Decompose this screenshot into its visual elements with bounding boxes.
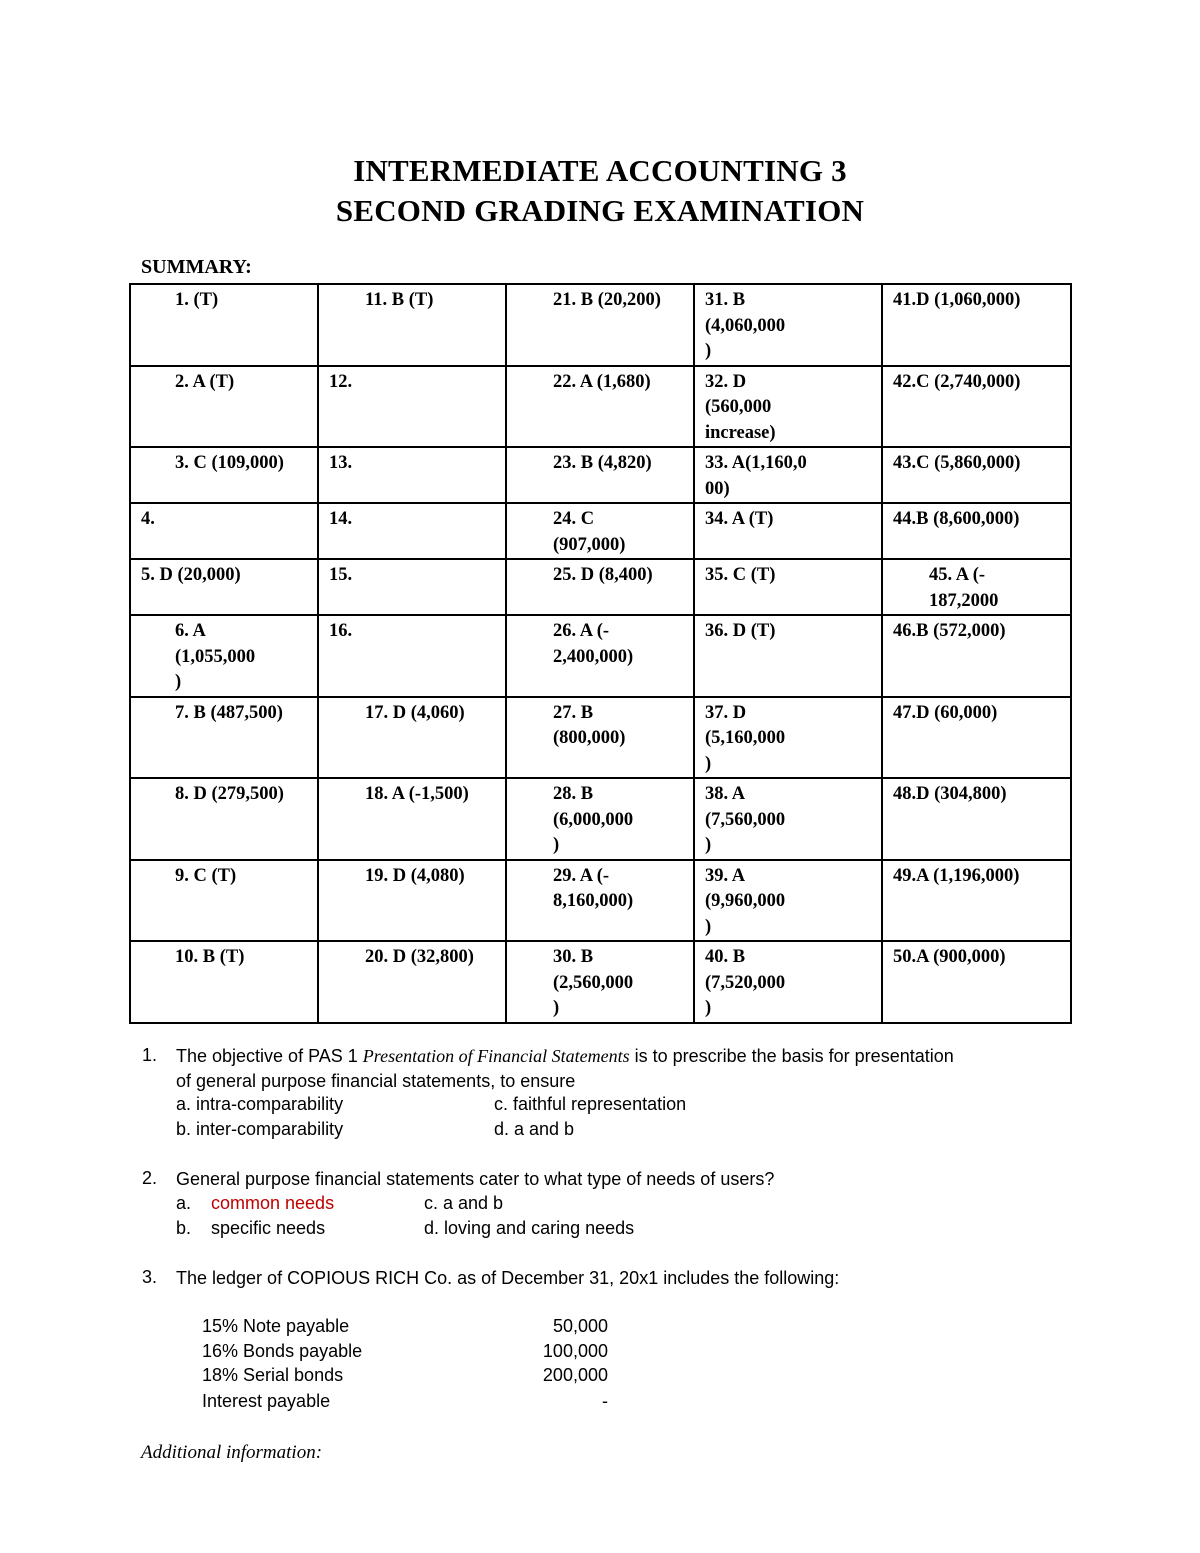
answer-text: 27. B (800,000) — [553, 702, 626, 748]
answer-cell — [882, 503, 1071, 559]
answer-text: 30. B (2,560,000 ) — [553, 947, 634, 1018]
question-2-number: 2. — [142, 1168, 158, 1188]
answer-row — [130, 366, 1071, 448]
answer-text: 42.C (2,740,000) — [893, 371, 1021, 392]
question-1-option-c: c. faithful representation — [494, 1094, 687, 1114]
answer-text: 37. D (5,160,000 ) — [705, 702, 786, 774]
answer-cell — [694, 284, 882, 366]
answer-text: 34. A (T) — [705, 509, 774, 529]
answer-cell — [130, 366, 318, 448]
question-1-number: 1. — [142, 1045, 158, 1065]
answer-cell — [318, 559, 506, 615]
ledger-item: 16% Bonds payable — [202, 1341, 363, 1361]
question-2-option-b-letter: b. — [176, 1218, 192, 1238]
answer-cell — [694, 860, 882, 942]
exam-title-line1: INTERMEDIATE ACCOUNTING 3 — [353, 153, 847, 188]
answer-cell — [882, 697, 1071, 779]
answer-cell — [882, 559, 1071, 615]
answer-cell — [506, 697, 694, 779]
answer-cell — [318, 860, 506, 942]
answer-text: 12. — [329, 371, 353, 392]
answer-cell — [506, 447, 694, 503]
answer-cell — [694, 559, 882, 615]
answer-cell — [506, 860, 694, 942]
answer-row — [130, 447, 1071, 503]
answer-row — [130, 941, 1071, 1023]
answer-text: 4. — [141, 509, 155, 529]
answer-text: 14. — [329, 509, 353, 529]
answer-text: 11. B (T) — [365, 290, 434, 310]
answer-text: 32. D (560,000 increase) — [705, 371, 776, 443]
answer-cell — [882, 778, 1071, 860]
answer-cell — [318, 778, 506, 860]
answer-cell — [130, 447, 318, 503]
answer-row — [130, 697, 1071, 779]
answer-cell — [506, 366, 694, 448]
answer-cell — [506, 559, 694, 615]
question-1-text-c: of general purpose financial statements, to ensure — [176, 1070, 576, 1091]
additional-information-label: Additional information: — [141, 1442, 323, 1463]
answer-text: 21. B (20,200) — [553, 290, 661, 310]
answer-cell — [318, 697, 506, 779]
question-1-text-b: is to prescribe the basis for presentation — [629, 1046, 954, 1066]
question-3-number: 3. — [142, 1267, 158, 1287]
answer-cell — [130, 860, 318, 942]
answer-text: 43.C (5,860,000) — [893, 453, 1021, 473]
answer-text: 33. A(1,160,0 00) — [705, 453, 807, 499]
question-1-option-a: a. intra-comparability — [176, 1094, 344, 1114]
answer-text: 26. A (- 2,400,000) — [553, 621, 634, 667]
answer-text: 29. A (- 8,160,000) — [553, 865, 634, 911]
answer-text: 10. B (T) — [175, 947, 245, 967]
question-1-text-a: The objective of PAS 1 — [176, 1046, 363, 1066]
question-1-option-b: b. inter-comparability — [176, 1119, 344, 1139]
answer-row — [130, 284, 1071, 366]
answer-text: 18. A (-1,500) — [365, 784, 469, 804]
summary-label: SUMMARY: — [141, 256, 252, 278]
answer-text: 16. — [329, 621, 353, 641]
answer-cell — [130, 778, 318, 860]
ledger-item: 18% Serial bonds — [202, 1365, 344, 1385]
answer-cell — [694, 447, 882, 503]
answer-cell — [506, 284, 694, 366]
answer-cell — [882, 860, 1071, 942]
answer-cell — [506, 503, 694, 559]
answer-cell — [130, 284, 318, 366]
answer-text: 8. D (279,500) — [175, 784, 284, 804]
ledger-amount: 50,000 — [552, 1316, 608, 1336]
answer-cell — [130, 941, 318, 1023]
answer-text: 2. A (T) — [175, 371, 235, 392]
answer-cell — [694, 778, 882, 860]
answer-row — [130, 778, 1071, 860]
answer-text: 49.A (1,196,000) — [893, 865, 1020, 886]
answer-text: 35. C (T) — [705, 565, 776, 585]
answer-cell — [882, 941, 1071, 1023]
answer-text: 7. B (487,500) — [175, 702, 283, 723]
answer-text: 13. — [329, 453, 353, 473]
question-3-text: The ledger of COPIOUS RICH Co. as of December 31, 20x1 includes the following: — [176, 1268, 840, 1288]
exam-title-line2: SECOND GRADING EXAMINATION — [335, 193, 865, 228]
answer-text: 22. A (1,680) — [553, 371, 651, 392]
answer-text: 38. A (7,560,000 ) — [705, 784, 786, 855]
answer-cell — [694, 615, 882, 697]
question-2-option-d: d. loving and caring needs — [424, 1218, 635, 1238]
answer-text: 5. D (20,000) — [141, 565, 241, 585]
answer-cell — [130, 615, 318, 697]
answer-row — [130, 615, 1071, 697]
answer-text: 44.B (8,600,000) — [893, 509, 1020, 529]
answer-text: 3. C (109,000) — [175, 453, 284, 473]
question-1-text — [176, 1044, 1076, 1093]
question-1-italic-title: Presentation of Financial Statements — [362, 1046, 630, 1066]
answer-text: 46.B (572,000) — [893, 621, 1006, 641]
answer-cell — [130, 697, 318, 779]
answer-text: 17. D (4,060) — [365, 702, 465, 723]
answer-cell — [318, 941, 506, 1023]
answer-text: 6. A (1,055,000 ) — [175, 621, 256, 692]
answer-row — [130, 559, 1071, 615]
answer-text: 1. (T) — [175, 290, 219, 310]
answer-row — [130, 860, 1071, 942]
answer-cell — [318, 447, 506, 503]
answer-cell — [318, 615, 506, 697]
answer-text: 25. D (8,400) — [553, 565, 653, 585]
answer-cell — [130, 503, 318, 559]
answer-cell — [506, 941, 694, 1023]
ledger-amount: - — [602, 1391, 608, 1411]
question-2-option-b: specific needs — [211, 1218, 326, 1238]
answer-cell — [694, 697, 882, 779]
question-2-option-c: c. a and b — [424, 1193, 504, 1213]
answer-text: 50.A (900,000) — [893, 947, 1006, 967]
answer-text: 47.D (60,000) — [893, 702, 998, 723]
answer-text: 41.D (1,060,000) — [893, 290, 1021, 310]
answer-cell — [130, 559, 318, 615]
answer-text: 36. D (T) — [705, 621, 776, 641]
answer-text: 15. — [329, 565, 353, 585]
question-2-option-a-letter: a. — [176, 1193, 192, 1213]
answer-text: 19. D (4,080) — [365, 865, 465, 886]
ledger-item: Interest payable — [202, 1391, 331, 1411]
answer-cell — [318, 366, 506, 448]
answer-cell — [694, 366, 882, 448]
answer-text: 24. C (907,000) — [553, 509, 626, 555]
question-2-option-a: common needs — [211, 1193, 335, 1213]
answer-summary-table — [129, 283, 1072, 1024]
answer-cell — [318, 284, 506, 366]
answer-cell — [882, 615, 1071, 697]
question-1-option-d: d. a and b — [494, 1119, 575, 1139]
ledger-item: 15% Note payable — [202, 1316, 350, 1336]
answer-text: 40. B (7,520,000 ) — [705, 947, 786, 1018]
answer-text: 23. B (4,820) — [553, 453, 652, 473]
ledger-amount: 100,000 — [542, 1341, 608, 1361]
answer-text: 28. B (6,000,000 ) — [553, 784, 634, 855]
answer-text: 45. A (- 187,2000 — [929, 565, 999, 611]
answer-text: 48.D (304,800) — [893, 784, 1007, 804]
answer-cell — [506, 615, 694, 697]
ledger-amount: 200,000 — [542, 1365, 608, 1385]
answer-row — [130, 503, 1071, 559]
answer-cell — [318, 503, 506, 559]
answer-cell — [694, 503, 882, 559]
answer-cell — [882, 284, 1071, 366]
question-2-text: General purpose financial statements cater to what type of needs of users? — [176, 1169, 775, 1189]
answer-text: 31. B (4,060,000 ) — [705, 290, 786, 361]
answer-cell — [506, 778, 694, 860]
answer-cell — [882, 447, 1071, 503]
answer-cell — [882, 366, 1071, 448]
answer-text: 39. A (9,960,000 ) — [705, 865, 786, 937]
answer-text: 20. D (32,800) — [365, 947, 474, 967]
answer-text: 9. C (T) — [175, 865, 237, 886]
answer-cell — [694, 941, 882, 1023]
